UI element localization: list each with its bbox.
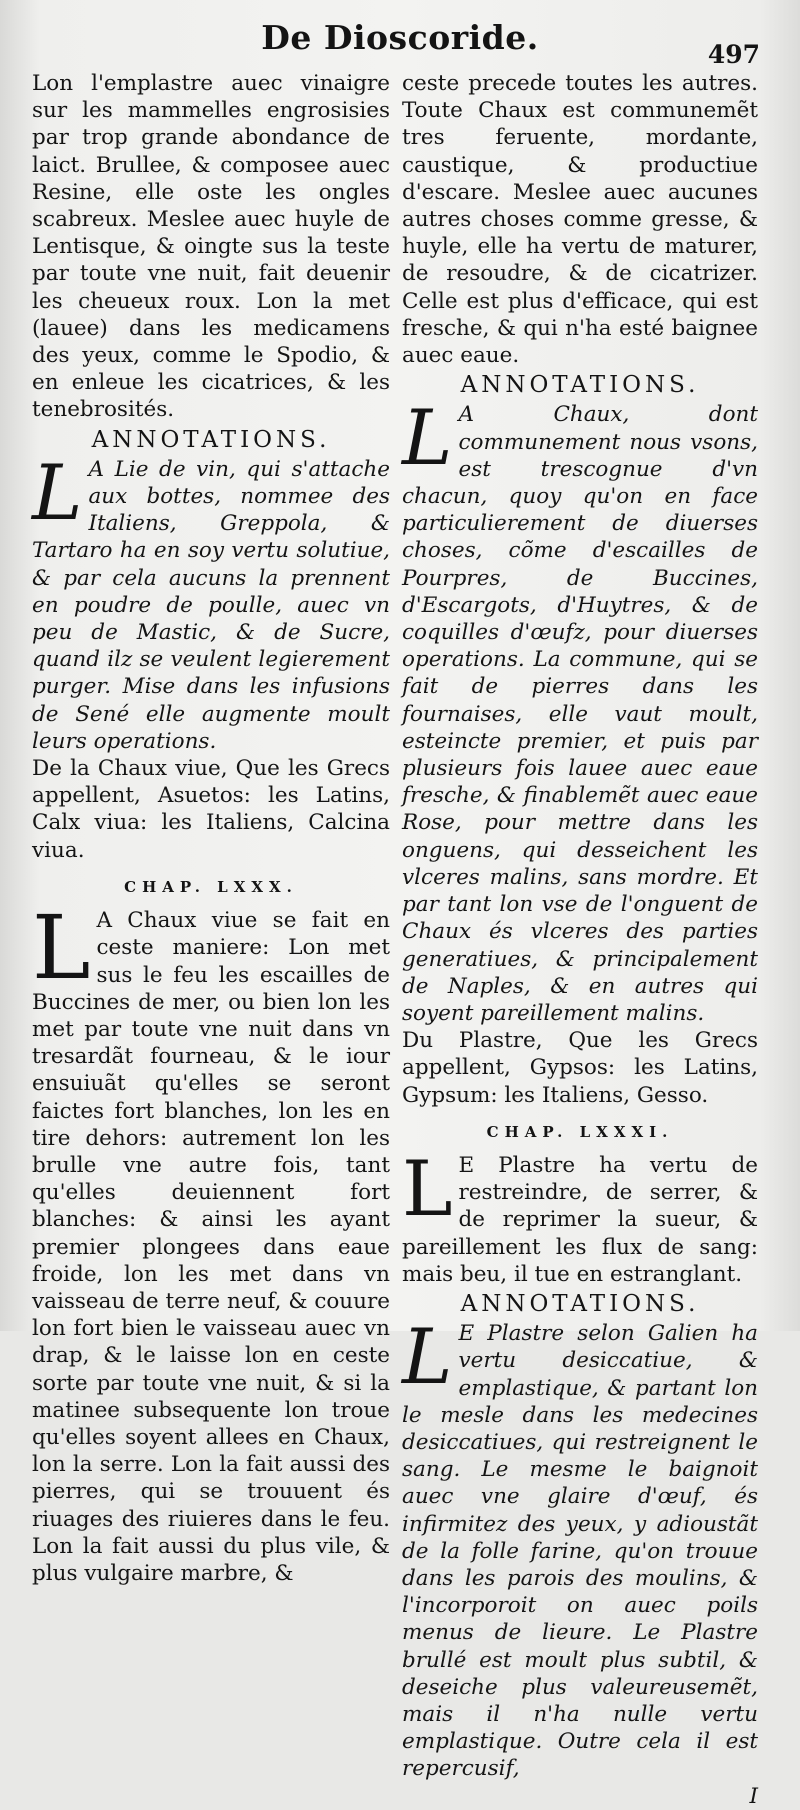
running-header-title: De Dioscoride. bbox=[261, 18, 539, 57]
annotation-text: A Lie de vin, qui s'attache aux bottes, nommee des Italiens, Greppola, & Tartaro ha en soy vertu solutiue, & par cela aucuns la prennent en poudre de poulle, auec vn peu de Mastic, & de Sucre, quand ilz se veulent legierement purger. Mise dans les infusions de Sené elle augmente moult leurs operations. bbox=[32, 456, 390, 754]
annotation-paragraph bbox=[402, 1312, 758, 1782]
drop-cap: L bbox=[32, 896, 91, 1000]
annotations-heading: ANNOTATIONS. bbox=[460, 1290, 700, 1317]
chapter-section-title: De la Chaux viue, Que les Grecs appellent, Asuetos: les Latins, Calx viua: les Italiens, Calcina viua. bbox=[32, 756, 390, 863]
page-number: 497 bbox=[707, 40, 760, 69]
right-column bbox=[402, 70, 758, 1810]
drop-cap: L bbox=[32, 447, 83, 537]
annotation-text: A Chaux, dont communement nous vsons, est trescognue d'vn chacun, quoy qu'on en face particulierement de diuerses choses, cõme d'escailles de Pourpres, de Buccines, d'Escargots, d'Huytres, & de coquilles d'œufz, pour diuerses operations. La commune, qui se fait de pierres dans les fournaises, elle vaut moult, esteincte premier, et puis par plusieurs fois lauee auec eaue fresche, & finablemẽt auec eaue Rose, pour mettre dans les onguens, qui desseichent les vlceres malins, sans mordre. Et par tant lon vse de l'onguent de Chaux és vlceres des parties generatiues, & principalement de Naples, & en autres qui soyent pareillement malins. bbox=[402, 402, 758, 1026]
drop-cap: L bbox=[402, 1312, 453, 1402]
chapter-paragraph bbox=[402, 1143, 758, 1288]
annotation-paragraph bbox=[32, 447, 390, 755]
chapter-number: CHAP. LXXXI. bbox=[486, 1122, 674, 1141]
signature-mark: I bbox=[749, 1783, 758, 1809]
chapter-text: E Plastre ha vertu de restreindre, de serrer, & de reprimer la sueur, & pareillement les flux de sang: mais beu, il tue en estranglant. bbox=[402, 1152, 758, 1287]
drop-cap: L bbox=[402, 393, 453, 483]
annotation-text: E Plastre selon Galien ha vertu desiccatiue, & emplastique, & partant lon le mesle dans les medecines desiccatiues, qui restreignent le sang. Le mesme le baignoit auec vne glaire d'œuf, és infirmitez des yeux, y adioustãt de la folle farine, qu'on trouue dans les parois des moulins, & l'incorporoit on auec poils menus de lieure. Le Plastre brullé est moult plus subtil, & deseiche plus valeureusemẽt, mais il n'ha nulle vertu emplastique. Outre cela il est repercusif, bbox=[402, 1321, 758, 1782]
annotations-heading: ANNOTATIONS. bbox=[91, 426, 331, 453]
left-column bbox=[32, 70, 390, 1587]
opening-paragraph: ceste precede toutes les autres. Toute Chaux est communemẽt tres feruente, mordante, caustique, & productiue d'escare. Meslee auec aucunes autres choses comme gresse, & huyle, elle ha vertu de maturer, de resoudre, & de cicatrizer. Celle est plus d'efficace, qui est fresche, & qui n'ha esté baignee auec eaue. bbox=[402, 71, 758, 369]
chapter-section-title: Du Plastre, Que les Grecs appellent, Gypsos: les Latins, Gypsum: les Italiens, Gesso. bbox=[402, 1028, 758, 1108]
chapter-number: CHAP. LXXX. bbox=[124, 877, 298, 896]
drop-cap: L bbox=[402, 1143, 453, 1233]
chapter-text: A Chaux viue se fait en ceste maniere: Lon met sus le feu les escailles de Buccines de mer, ou bien lon les met par toute vne nuit dans vn tresardãt fourneau, & le iour ensuiuãt qu'elles se seront faictes fort blanches, lon les en tire dehors: autrement lon les brulle vne autre fois, tant qu'elles deuiennent fort blanches: & ainsi les ayant premier plongees dans eaue froide, lon les met dans vn vaisseau de terre neuf, & couure lon fort bien le vaisseau auec vn drap, & le laisse lon en ceste sorte par toute vne nuit, & si la matinee subsequente lon troue qu'elles soyent allees en Chaux, lon la serre. Lon la fait aussi des pierres, qui se trouuent és riuages des riuieres dans le feu. Lon la fait aussi du plus vile, & plus vulgaire marbre, & bbox=[32, 908, 390, 1586]
annotations-heading: ANNOTATIONS. bbox=[460, 372, 700, 399]
annotation-paragraph bbox=[402, 393, 758, 1027]
chapter-paragraph bbox=[32, 896, 390, 1587]
opening-paragraph: Lon l'emplastre auec vinaigre sur les mammelles engrosisies par trop grande abondance de laict. Brullee, & composee auec Resine, elle oste les ongles scabreux. Meslee auec huyle de Lentisque, & oingte sus la teste par toute vne nuit, fait deuenir les cheueux roux. Lon la met (lauee) dans les medicamens des yeux, comme le Spodio, & en enleue les cicatrices, & les tenebrosités. bbox=[32, 71, 390, 423]
